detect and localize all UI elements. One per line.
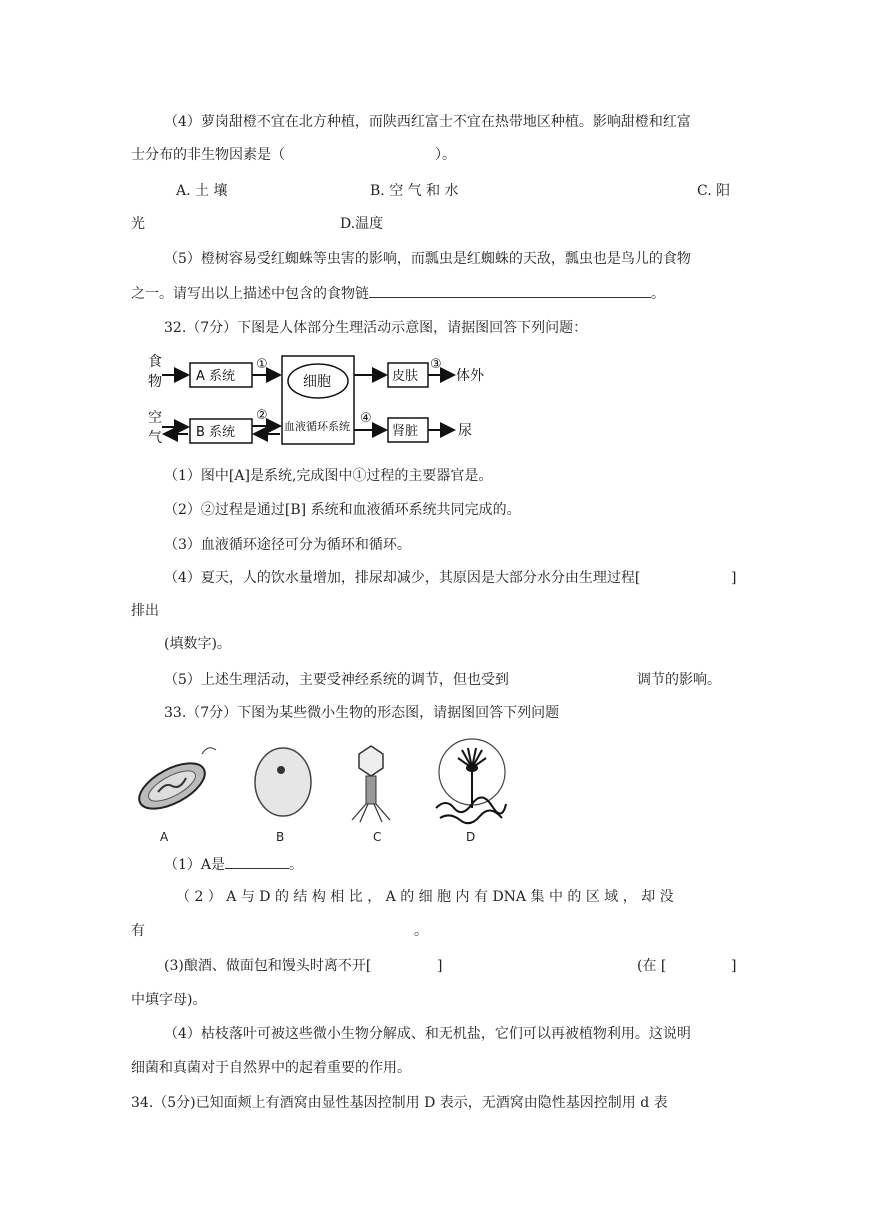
q33-sub3-note-bracket: ] bbox=[731, 958, 737, 974]
q32-sub1: （1）图中[A]是系统,完成图中①过程的主要器官是。 bbox=[164, 468, 493, 484]
q34-line: 34.（5分)已知面颊上有酒窝由显性基因控制用 D 表示，无酒窝由隐性基因控制用 d 表 bbox=[131, 1095, 668, 1111]
q32-sub4-cont: 排出 bbox=[131, 603, 159, 619]
q31-p5-line2 bbox=[131, 283, 665, 304]
virus-image bbox=[344, 742, 398, 826]
air-label-2: 气 bbox=[148, 430, 162, 446]
figure-label-b: B bbox=[276, 830, 285, 844]
q31-p5-line1: （5）橙树容易受红蜘蛛等虫害的影响，而瓢虫是红蜘蛛的天敌，瓢虫也是鸟儿的食物 bbox=[164, 251, 691, 267]
q33-sub2: （ 2 ） A 与 D 的 结 构 相 比 ， A 的 细 胞 内 有 DNA 集 中 的 区 域 ， 却 没 bbox=[176, 889, 674, 905]
q33-sub2-end: 。 bbox=[414, 923, 428, 939]
q32-sub3: （3）血液循环途径可分为循环和循环。 bbox=[164, 537, 411, 553]
answer-blank[interactable] bbox=[225, 854, 289, 869]
q32-sub4: （4）夏天，人的饮水量增加，排尿却减少，其原因是大部分水分由生理过程[ bbox=[164, 570, 641, 586]
food-label-1: 食 bbox=[148, 354, 162, 370]
q33-sub3-note: (在 [ bbox=[637, 958, 667, 974]
mold-image bbox=[432, 738, 508, 828]
label-process-3: ③ bbox=[430, 357, 442, 372]
microbes-figure bbox=[130, 738, 510, 848]
q33-sub4: （4）枯枝落叶可被这些微小生物分解成、和无机盐，它们可以再被植物利用。这说明 bbox=[164, 1026, 691, 1042]
q32-sub5: （5）上述生理活动，主要受神经系统的调节，但也受到 bbox=[164, 672, 509, 688]
q33-title: 33.（7分）下图为某些微小生物的形态图，请据图回答下列问题 bbox=[164, 705, 560, 721]
kidney-label: 肾脏 bbox=[392, 424, 419, 439]
q33-sub1-text: （1）A是 bbox=[164, 857, 226, 873]
q32-title: 32.（7分）下图是人体部分生理活动示意图，请据图回答下列问题： bbox=[164, 320, 588, 336]
bacterium-image bbox=[134, 744, 222, 814]
figure-label-d: D bbox=[466, 830, 476, 844]
q31-option-a: A. 土 壤 bbox=[176, 183, 228, 199]
box-a-label: A 系统 bbox=[196, 369, 236, 384]
yeast-image bbox=[250, 742, 316, 822]
q33-sub3-bracket: ] bbox=[437, 958, 443, 974]
q32-sub4-note: (填数字)。 bbox=[164, 636, 231, 652]
food-label-2: 物 bbox=[148, 374, 162, 390]
air-label-1: 空 bbox=[148, 410, 162, 426]
q31-option-d: D.温度 bbox=[340, 216, 384, 232]
q33-sub3: (3)酿酒、做面包和馒头时离不开[ bbox=[164, 958, 372, 974]
q33-sub2-cont: 有 bbox=[131, 923, 145, 939]
circulation-label: 血液循环系统 bbox=[284, 420, 350, 433]
outside-label: 体外 bbox=[456, 368, 484, 384]
figure-label-a: A bbox=[160, 830, 169, 844]
q31-option-b: B. 空 气 和 水 bbox=[370, 183, 459, 199]
q31-option-c-cont: 光 bbox=[131, 216, 145, 232]
q33-sub1 bbox=[164, 854, 303, 875]
urine-label: 尿 bbox=[458, 423, 472, 439]
q31-p4-line2 bbox=[131, 145, 456, 165]
physiology-diagram bbox=[140, 348, 520, 448]
q31-option-c: C. 阳 bbox=[697, 183, 731, 199]
q33-sub1-end: 。 bbox=[289, 857, 304, 873]
skin-label: 皮肤 bbox=[392, 369, 419, 384]
label-process-1: ① bbox=[256, 357, 268, 372]
q31-p4-close: ）。 bbox=[435, 147, 456, 163]
q32-sub4-bracket: ] bbox=[731, 570, 737, 586]
cell-label: 细胞 bbox=[303, 374, 331, 390]
q32-sub2: （2）②过程是通过[B] 系统和血液循环系统共同完成的。 bbox=[164, 502, 521, 518]
label-process-4: ④ bbox=[360, 411, 372, 426]
answer-blank[interactable] bbox=[369, 283, 651, 298]
box-b-label: B 系统 bbox=[196, 425, 236, 440]
q31-p4-text: 士分布的非生物因素是（ bbox=[131, 147, 285, 163]
q31-p5-end: 。 bbox=[651, 286, 665, 302]
figure-label-c: C bbox=[373, 830, 382, 844]
q31-p4-line1: （4）萝岗甜橙不宜在北方种植，而陕西红富士不宜在热带地区种植。影响甜橙和红富 bbox=[164, 114, 691, 130]
q33-sub3-cont: 中填字母)。 bbox=[131, 992, 207, 1008]
q33-sub4-cont: 细菌和真菌对于自然界中的起着重要的作用。 bbox=[131, 1060, 411, 1076]
q31-p5-text: 之一。请写出以上描述中包含的食物链 bbox=[131, 286, 369, 302]
q32-sub5-end: 调节的影响。 bbox=[637, 672, 721, 688]
label-process-2: ② bbox=[256, 408, 268, 423]
